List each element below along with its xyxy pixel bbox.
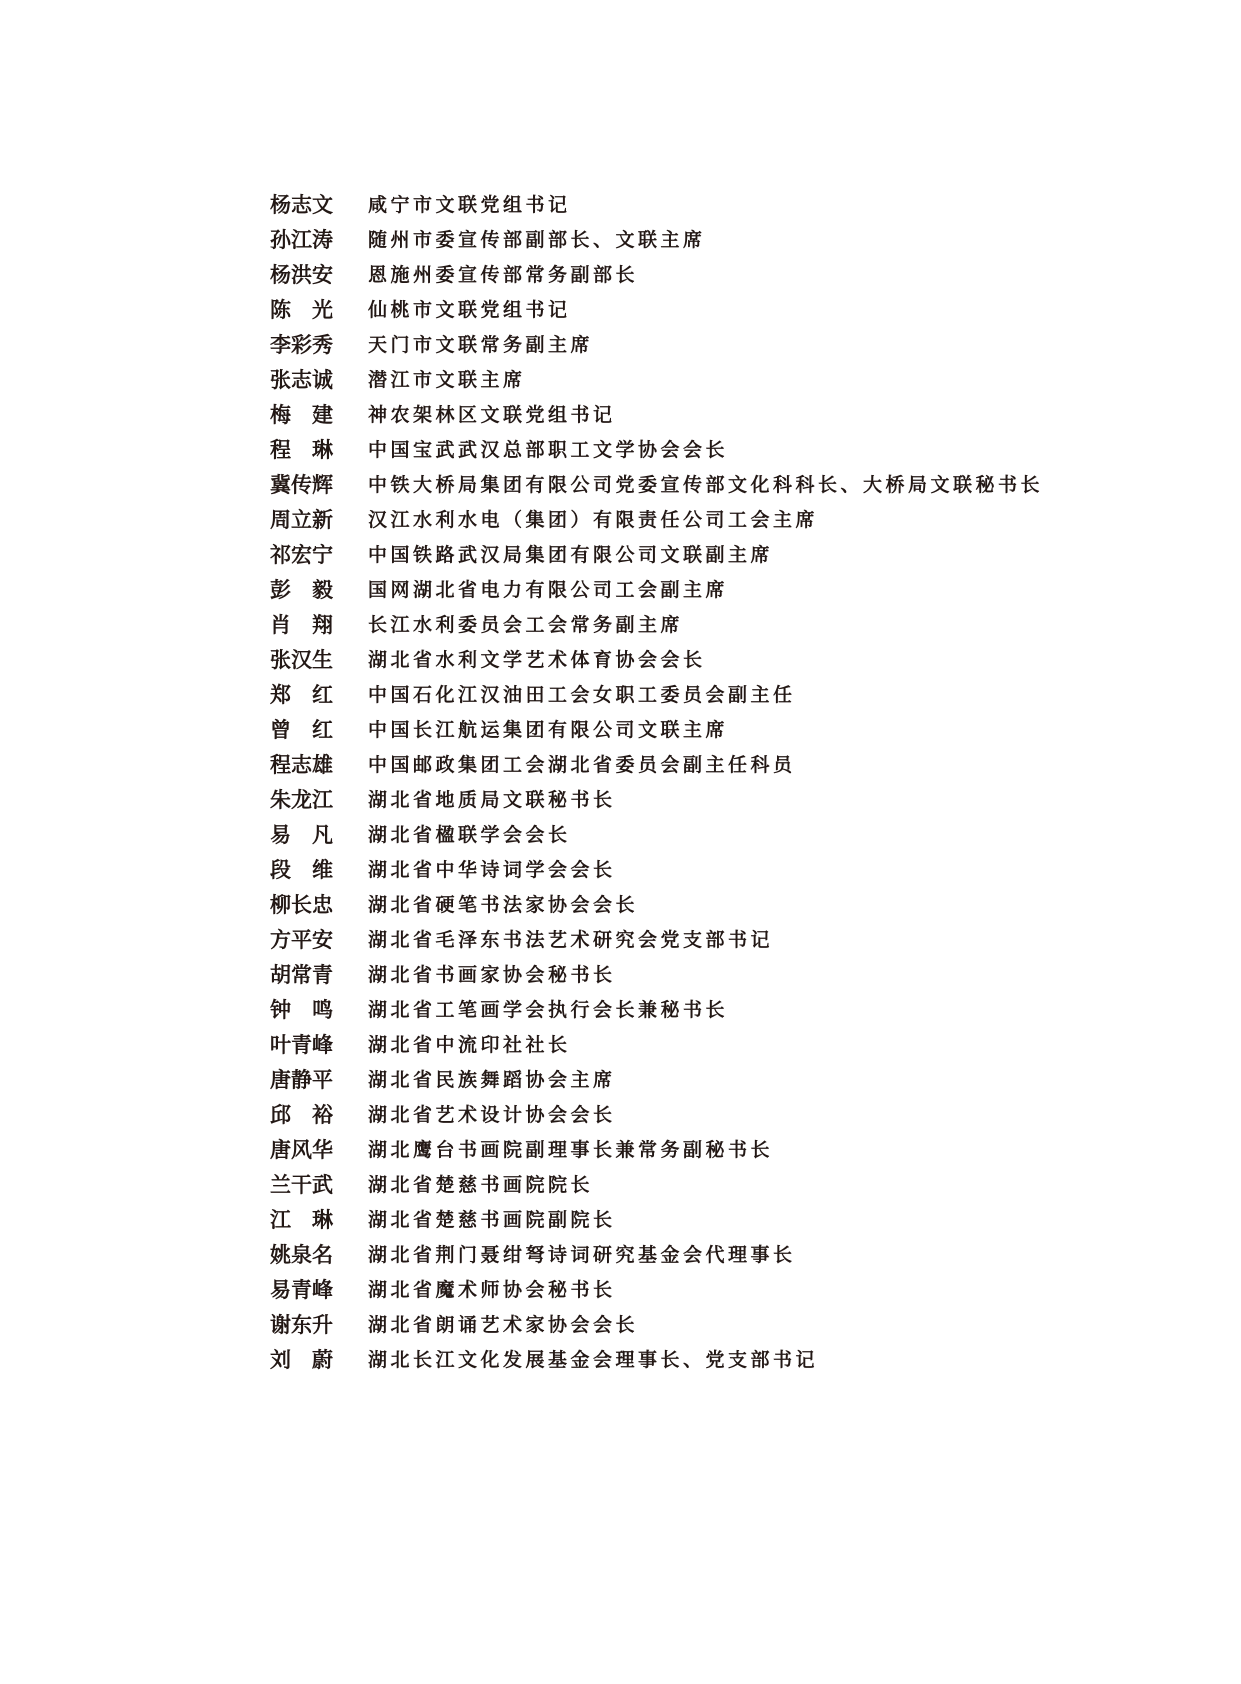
- roster-row: [270, 1061, 1070, 1096]
- roster-row: [270, 641, 1070, 676]
- member-name: 朱龙江: [270, 787, 333, 812]
- member-name: 杨洪安: [270, 262, 333, 287]
- roster-row: [270, 186, 1070, 221]
- member-name: 谢东升: [270, 1312, 333, 1337]
- member-name: 姚泉名: [270, 1242, 333, 1267]
- roster-row: [270, 1236, 1070, 1271]
- member-title: 神农架林区文联党组书记: [368, 404, 616, 426]
- member-name: 刘 蔚: [270, 1347, 333, 1372]
- member-title: 湖北省民族舞蹈协会主席: [368, 1069, 616, 1091]
- roster-row: [270, 571, 1070, 606]
- member-title: 湖北省魔术师协会秘书长: [368, 1279, 616, 1301]
- member-title: 湖北省荆门聂绀弩诗词研究基金会代理事长: [368, 1244, 796, 1266]
- member-title: 中国铁路武汉局集团有限公司文联副主席: [368, 544, 774, 566]
- member-title: 湖北省楹联学会会长: [368, 824, 571, 846]
- member-name: 唐静平: [270, 1067, 333, 1092]
- member-title: 湖北鹰台书画院副理事长兼常务副秘书长: [368, 1139, 774, 1161]
- member-name: 方平安: [270, 927, 333, 952]
- roster-row: [270, 431, 1070, 466]
- member-title: 中国邮政集团工会湖北省委员会副主任科员: [368, 754, 796, 776]
- roster-row: [270, 1306, 1070, 1341]
- member-name: 唐风华: [270, 1137, 333, 1162]
- roster-row: [270, 1201, 1070, 1236]
- roster-row: [270, 1271, 1070, 1306]
- member-title: 咸宁市文联党组书记: [368, 194, 571, 216]
- member-name: 彭 毅: [270, 577, 333, 602]
- member-title: 中铁大桥局集团有限公司党委宣传部文化科科长、大桥局文联秘书长: [368, 474, 1044, 496]
- member-title: 汉江水利水电（集团）有限责任公司工会主席: [368, 509, 819, 531]
- member-title: 天门市文联常务副主席: [368, 334, 594, 356]
- member-name: 程 琳: [270, 437, 333, 462]
- member-name: 肖 翔: [270, 612, 333, 637]
- member-title: 湖北省中流印社社长: [368, 1034, 571, 1056]
- member-name: 易青峰: [270, 1277, 333, 1302]
- member-title: 恩施州委宣传部常务副部长: [368, 264, 639, 286]
- roster-row: [270, 361, 1070, 396]
- roster-row: [270, 851, 1070, 886]
- member-title: 湖北省楚慈书画院院长: [368, 1174, 594, 1196]
- roster-row: [270, 676, 1070, 711]
- member-title: 湖北省工笔画学会执行会长兼秘书长: [368, 999, 729, 1021]
- member-name: 祁宏宁: [270, 542, 333, 567]
- member-title: 湖北省硬笔书法家协会会长: [368, 894, 639, 916]
- member-name: 郑 红: [270, 682, 333, 707]
- member-name: 陈 光: [270, 297, 333, 322]
- member-title: 湖北省朗诵艺术家协会会长: [368, 1314, 639, 1336]
- roster-row: [270, 501, 1070, 536]
- roster-row: [270, 396, 1070, 431]
- member-name: 冀传辉: [270, 472, 333, 497]
- roster-row: [270, 956, 1070, 991]
- roster-row: [270, 1166, 1070, 1201]
- roster-row: [270, 606, 1070, 641]
- member-title: 湖北省中华诗词学会会长: [368, 859, 616, 881]
- roster-row: [270, 991, 1070, 1026]
- member-name: 柳长忠: [270, 892, 333, 917]
- member-name: 胡常青: [270, 962, 333, 987]
- member-name: 张志诚: [270, 367, 333, 392]
- member-name: 易 凡: [270, 822, 333, 847]
- roster-row: [270, 326, 1070, 361]
- member-title: 仙桃市文联党组书记: [368, 299, 571, 321]
- member-name: 梅 建: [270, 402, 333, 427]
- member-title: 随州市委宣传部副部长、文联主席: [368, 229, 706, 251]
- member-title: 中国长江航运集团有限公司文联主席: [368, 719, 729, 741]
- roster-row: [270, 746, 1070, 781]
- member-name: 李彩秀: [270, 332, 333, 357]
- roster-row: [270, 1131, 1070, 1166]
- member-title: 湖北省水利文学艺术体育协会会长: [368, 649, 706, 671]
- member-name: 孙江涛: [270, 227, 333, 252]
- member-name: 兰干武: [270, 1172, 333, 1197]
- roster-row: [270, 921, 1070, 956]
- member-roster: [270, 186, 1070, 1376]
- member-name: 程志雄: [270, 752, 333, 777]
- roster-row: [270, 816, 1070, 851]
- member-title: 湖北省楚慈书画院副院长: [368, 1209, 616, 1231]
- member-name: 钟 鸣: [270, 997, 333, 1022]
- member-title: 湖北省地质局文联秘书长: [368, 789, 616, 811]
- member-name: 曾 红: [270, 717, 333, 742]
- roster-row: [270, 781, 1070, 816]
- member-name: 周立新: [270, 507, 333, 532]
- roster-row: [270, 291, 1070, 326]
- member-name: 段 维: [270, 857, 333, 882]
- roster-row: [270, 466, 1070, 501]
- member-title: 湖北长江文化发展基金会理事长、党支部书记: [368, 1349, 819, 1371]
- member-title: 长江水利委员会工会常务副主席: [368, 614, 684, 636]
- roster-row: [270, 711, 1070, 746]
- member-name: 叶青峰: [270, 1032, 333, 1057]
- member-title: 湖北省艺术设计协会会长: [368, 1104, 616, 1126]
- roster-row: [270, 1341, 1070, 1376]
- member-name: 杨志文: [270, 192, 333, 217]
- member-title: 中国石化江汉油田工会女职工委员会副主任: [368, 684, 796, 706]
- member-title: 湖北省书画家协会秘书长: [368, 964, 616, 986]
- roster-row: [270, 1026, 1070, 1061]
- member-title: 中国宝武武汉总部职工文学协会会长: [368, 439, 729, 461]
- roster-row: [270, 256, 1070, 291]
- roster-row: [270, 886, 1070, 921]
- roster-row: [270, 536, 1070, 571]
- member-title: 湖北省毛泽东书法艺术研究会党支部书记: [368, 929, 774, 951]
- roster-row: [270, 1096, 1070, 1131]
- member-title: 潜江市文联主席: [368, 369, 526, 391]
- member-name: 邱 裕: [270, 1102, 333, 1127]
- member-name: 江 琳: [270, 1207, 333, 1232]
- member-name: 张汉生: [270, 647, 333, 672]
- roster-row: [270, 221, 1070, 256]
- member-title: 国网湖北省电力有限公司工会副主席: [368, 579, 729, 601]
